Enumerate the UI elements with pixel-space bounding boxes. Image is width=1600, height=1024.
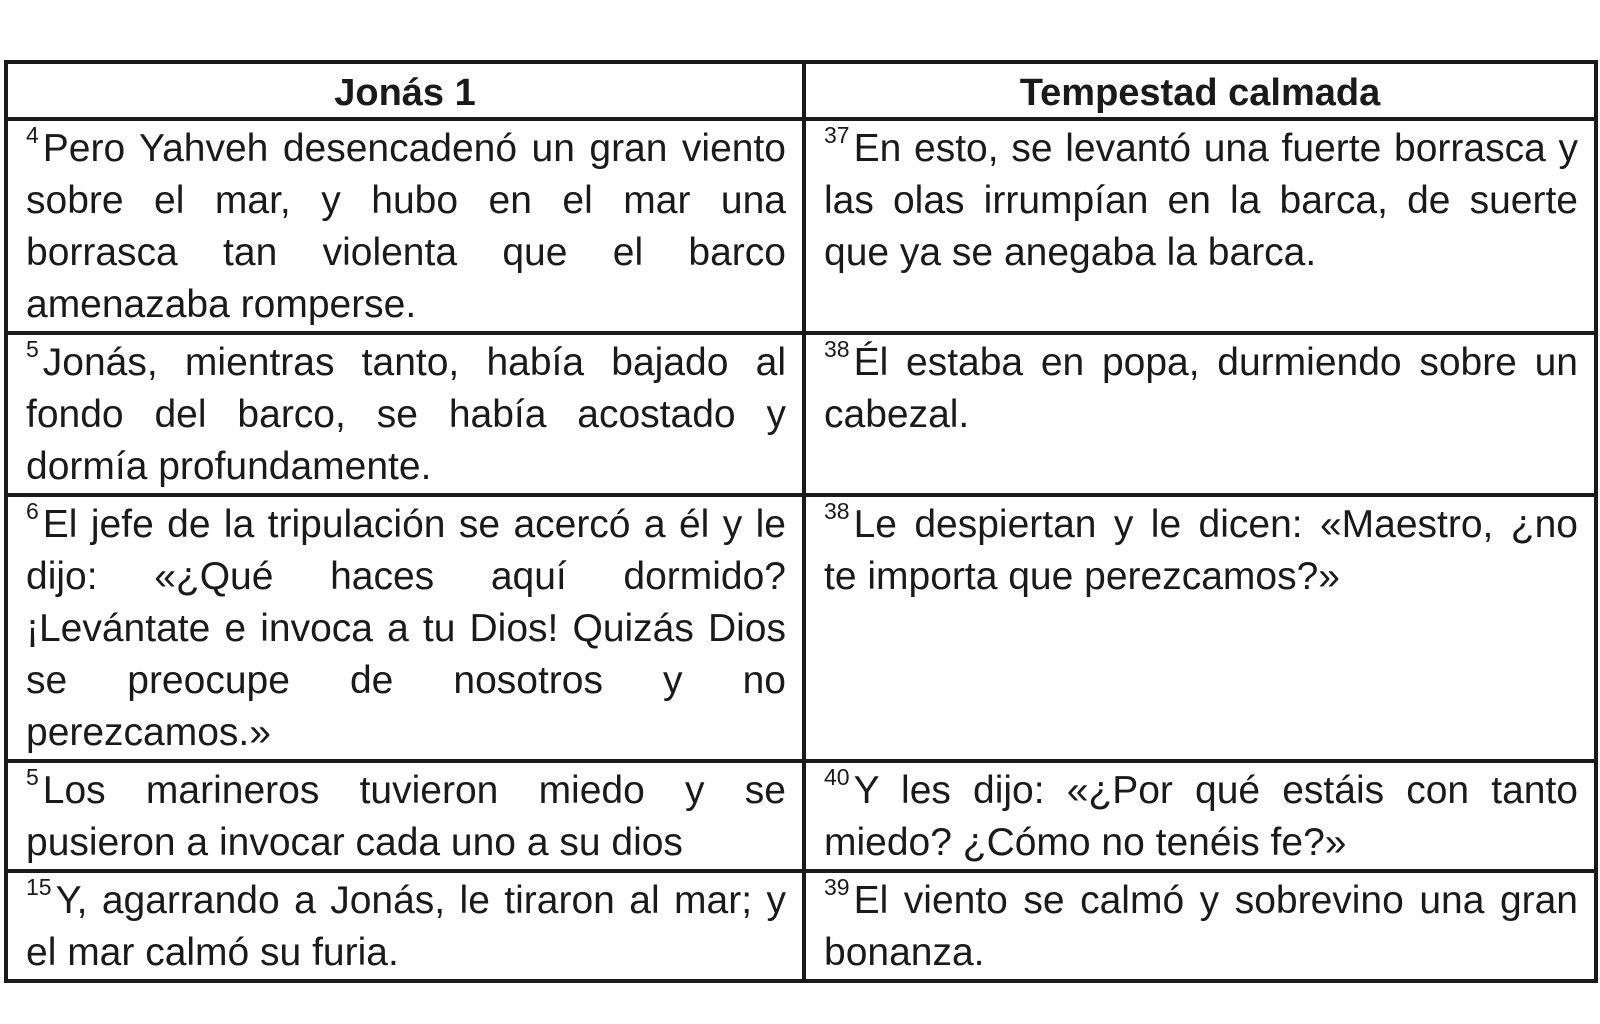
- table-row: [6, 761, 1596, 871]
- tempestad-cell: [804, 871, 1596, 981]
- column-header-tempestad: Tempestad calmada: [804, 62, 1596, 119]
- verse-number: 5: [26, 336, 39, 362]
- jonas-cell: [6, 871, 804, 981]
- verse-text: En esto, se levantó una fuerte borrasca y las olas irrumpían en la barca, de suerte que ya se anegaba la barca.: [824, 127, 1578, 274]
- verse-text: Él estaba en popa, durmiendo sobre un cabezal.: [824, 341, 1578, 436]
- verse-text: Y les dijo: «¿Por qué estáis con tanto miedo? ¿Cómo no tenéis fe?»: [824, 769, 1578, 864]
- column-header-jonas: Jonás 1: [6, 62, 804, 119]
- table-row: [6, 333, 1596, 495]
- table-row: [6, 871, 1596, 981]
- verse-number: 37: [824, 122, 850, 148]
- verse-number: 5: [26, 764, 39, 790]
- jonas-cell: [6, 495, 804, 761]
- verse-number: 38: [824, 336, 850, 362]
- verse-number: 6: [26, 498, 39, 524]
- table-row: [6, 119, 1596, 333]
- jonas-cell: [6, 761, 804, 871]
- tempestad-cell: [804, 119, 1596, 333]
- jonas-cell: [6, 119, 804, 333]
- verse-text: El jefe de la tripulación se acercó a él y le dijo: «¿Qué haces aquí dormido? ¡Levántate e invoca a tu Dios! Quizás Dios se preocupe de nosotros y no perezcamos.»: [26, 503, 786, 754]
- verse-number: 4: [26, 122, 39, 148]
- verse-number: 15: [26, 874, 52, 900]
- tempestad-cell: [804, 333, 1596, 495]
- comparison-table: [4, 60, 1598, 983]
- verse-number: 39: [824, 874, 850, 900]
- verse-text: Jonás, mientras tanto, había bajado al fondo del barco, se había acostado y dormía profundamente.: [26, 341, 786, 488]
- verse-text: Le despiertan y le dicen: «Maestro, ¿no te importa que perezcamos?»: [824, 503, 1578, 598]
- verse-number: 38: [824, 498, 850, 524]
- tempestad-cell: [804, 495, 1596, 761]
- header-row: [6, 62, 1596, 119]
- tempestad-cell: [804, 761, 1596, 871]
- jonas-cell: [6, 333, 804, 495]
- verse-text: El viento se calmó y sobrevino una gran bonanza.: [824, 879, 1578, 974]
- verse-text: Y, agarrando a Jonás, le tiraron al mar; y el mar calmó su furia.: [26, 879, 786, 974]
- verse-number: 40: [824, 764, 850, 790]
- verse-text: Los marineros tuvieron miedo y se pusieron a invocar cada uno a su dios: [26, 769, 786, 864]
- verse-text: Pero Yahveh desencadenó un gran viento sobre el mar, y hubo en el mar una borrasca tan violenta que el barco amenazaba romperse.: [26, 127, 786, 326]
- table-row: [6, 495, 1596, 761]
